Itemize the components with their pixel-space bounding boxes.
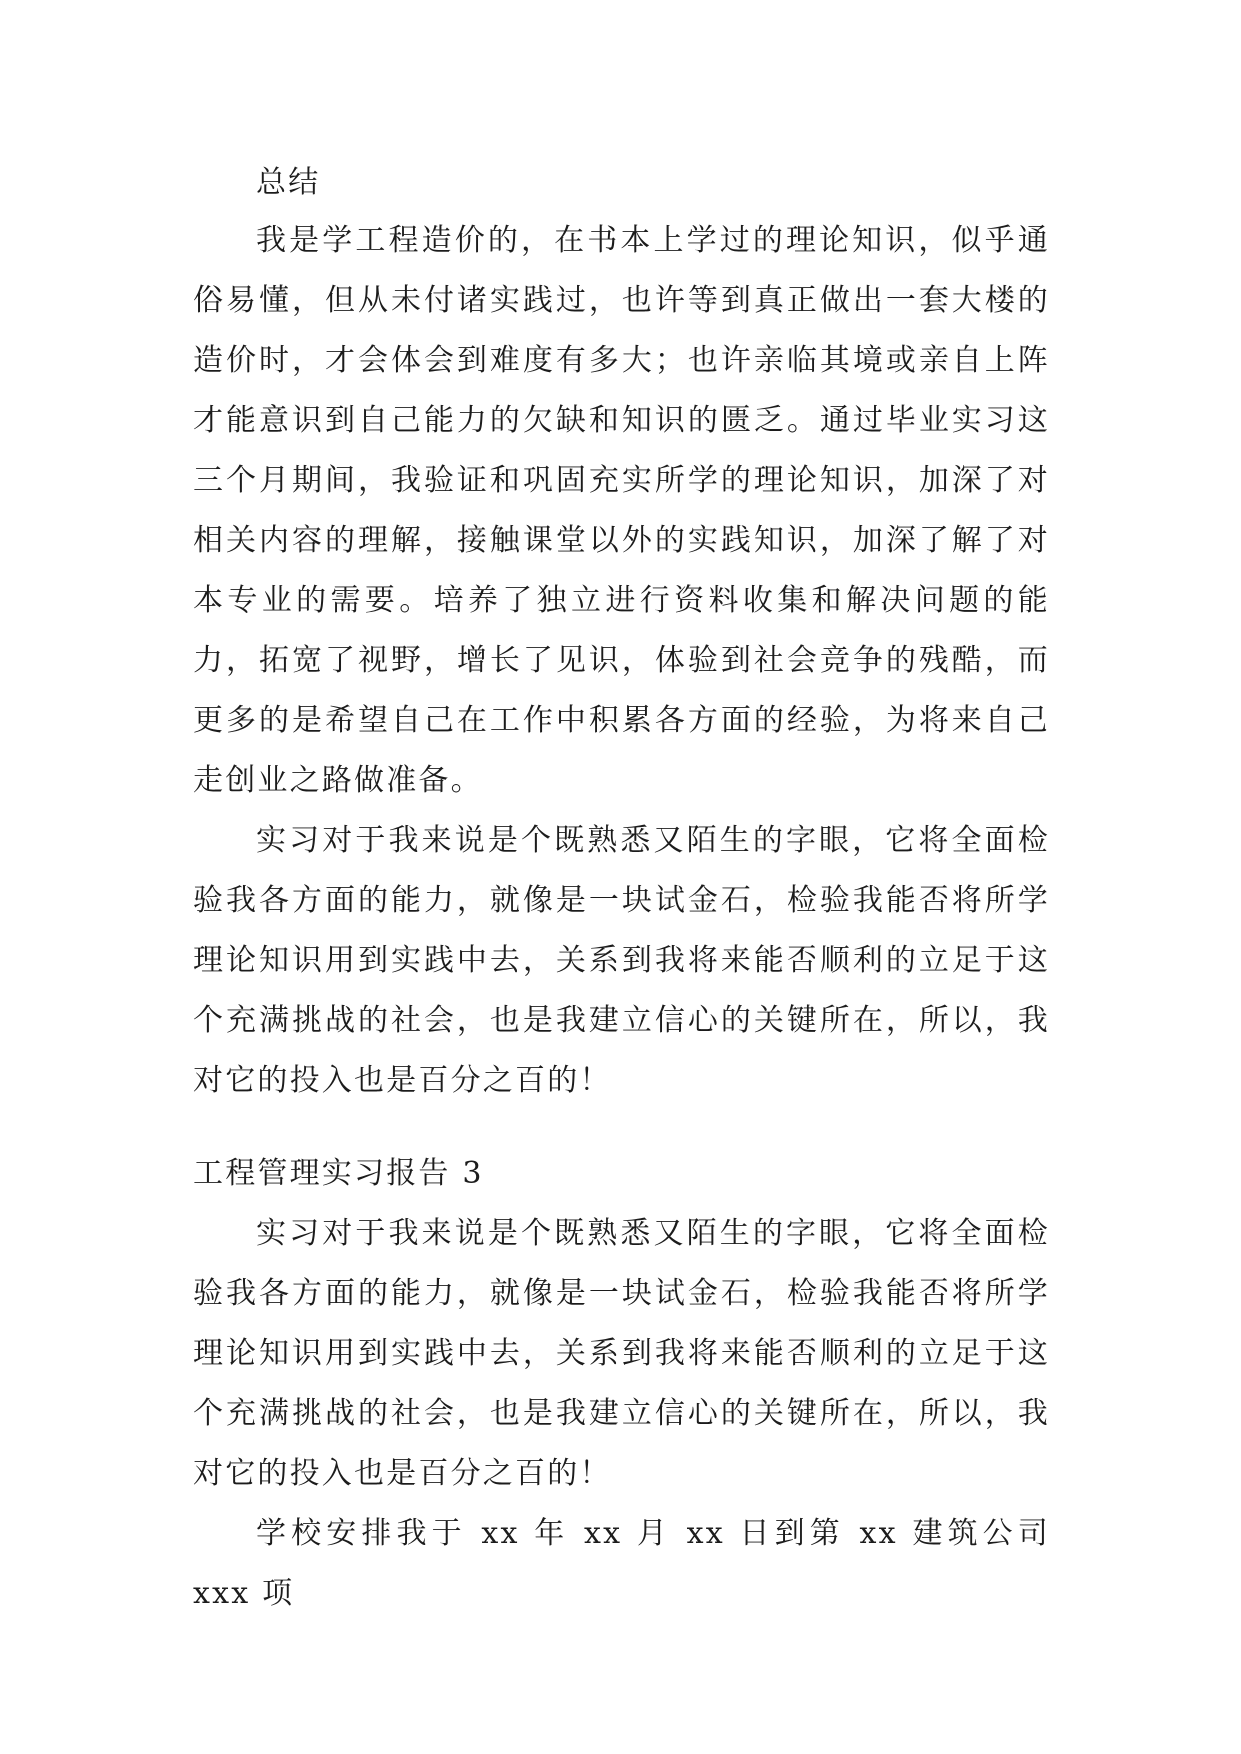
report-heading: 工程管理实习报告 3 bbox=[193, 1156, 484, 1191]
summary-paragraph-1: 我是学工程造价的，在书本上学过的理论知识，似乎通俗易懂，但从未付诸实践过，也许等到真正做出一套大楼的造价时，才会体会到难度有多大；也许亲临其境或亲自上阵才能意识到自己能力的欠缺和知识的匮乏。通过毕业实习这三个月期间，我验证和巩固充实所学的理论知识，加深了对相关内容的理解，接触课堂以外的实践知识，加深了解了对本专业的需要。培养了独立进行资料收集和解决问题的能力，拓宽了视野，增长了见识，体验到社会竞争的残酷，而更多的是希望自己在工作中积累各方面的经验，为将来自己走创业之路做准备。 bbox=[193, 223, 1050, 798]
report-paragraph-1: 实习对于我来说是个既熟悉又陌生的字眼，它将全面检验我各方面的能力，就像是一块试金石，检验我能否将所学理论知识用到实践中去，关系到我将来能否顺利的立足于这个充满挑战的社会，也是我建立信心的关键所在，所以，我对它的投入也是百分之百的！ bbox=[193, 1216, 1050, 1491]
report-section bbox=[193, 1204, 1050, 1624]
report-paragraph-2: 学校安排我于 xx 年 xx 月 xx 日到第 xx 建筑公司 xxx 项 bbox=[193, 1516, 1050, 1611]
summary-section bbox=[193, 211, 1050, 1111]
summary-heading: 总结 bbox=[256, 165, 321, 200]
summary-paragraph-2: 实习对于我来说是个既熟悉又陌生的字眼，它将全面检验我各方面的能力，就像是一块试金石，检验我能否将所学理论知识用到实践中去，关系到我将来能否顺利的立足于这个充满挑战的社会，也是我建立信心的关键所在，所以，我对它的投入也是百分之百的！ bbox=[193, 823, 1050, 1098]
